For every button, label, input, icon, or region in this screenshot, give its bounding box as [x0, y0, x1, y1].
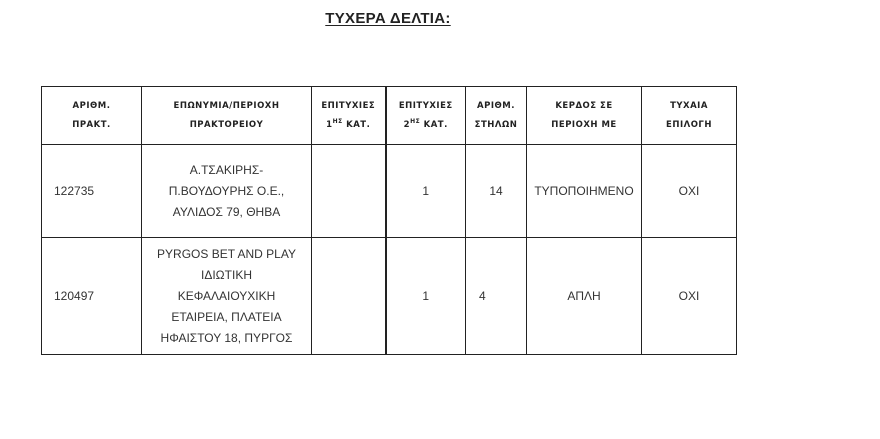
- header-praktoreio: ΑΡΙΘΜ. ΠΡΑΚΤ.: [42, 87, 142, 145]
- cell-kerdos: ΤΥΠΟΠΟΙΗΜΕΝΟ: [527, 145, 642, 238]
- cell-kerdos: ΑΠΛΗ: [527, 238, 642, 355]
- cell-eponymia: Α.ΤΣΑΚΙΡΗΣ- Π.ΒΟΥΔΟΥΡΗΣ Ο.Ε., ΑΥΛΙΔΟΣ 79, ΘΗΒΑ: [142, 145, 312, 238]
- cell-cat2: 1: [386, 145, 466, 238]
- cell-praktoreio: 122735: [42, 145, 142, 238]
- table-header-row: [42, 87, 737, 145]
- cell-praktoreio: 120497: [42, 238, 142, 355]
- header-cat1: ΕΠΙΤΥΧΙΕΣ $1^{H\Sigma}$ ΚΑΤ.: [312, 87, 386, 145]
- cell-tyxaia: ΟΧΙ: [642, 238, 737, 355]
- header-cat2: ΕΠΙΤΥΧΙΕΣ $2^{H\Sigma}$ ΚΑΤ.: [386, 87, 466, 145]
- page-title: [0, 10, 776, 27]
- cell-tyxaia: ΟΧΙ: [642, 145, 737, 238]
- cell-stiles: 14: [466, 145, 527, 238]
- table-row: [42, 238, 737, 355]
- header-kerdos: ΚΕΡΔΟΣ ΣΕ ΠΕΡΙΟΧΗ ΜΕ: [527, 87, 642, 145]
- winning-tickets-table: [41, 86, 737, 355]
- page-title-text: ΤΥΧΕΡΑ ΔΕΛΤΙΑ:: [325, 10, 451, 27]
- cell-stiles: 4: [466, 238, 527, 355]
- cell-cat1: [312, 145, 386, 238]
- cell-cat1: [312, 238, 386, 355]
- cell-eponymia: PYRGOS BET AND PLAY ΙΔΙΩΤΙΚΗ ΚΕΦΑΛΑΙΟΥΧΙΚΗ ΕΤΑΙΡΕΙΑ, ΠΛΑΤΕΙΑ ΗΦΑΙΣΤΟΥ 18, ΠΥΡΓΟΣ: [142, 238, 312, 355]
- header-stiles: ΑΡΙΘΜ. ΣΤΗΛΩΝ: [466, 87, 527, 145]
- cell-cat2: 1: [386, 238, 466, 355]
- header-eponymia: ΕΠΩΝΥΜΙΑ/ΠΕΡΙΟΧΗ ΠΡΑΚΤΟΡΕΙΟΥ: [142, 87, 312, 145]
- table-row: [42, 145, 737, 238]
- header-tyxaia: ΤΥΧΑΙΑ ΕΠΙΛΟΓΗ: [642, 87, 737, 145]
